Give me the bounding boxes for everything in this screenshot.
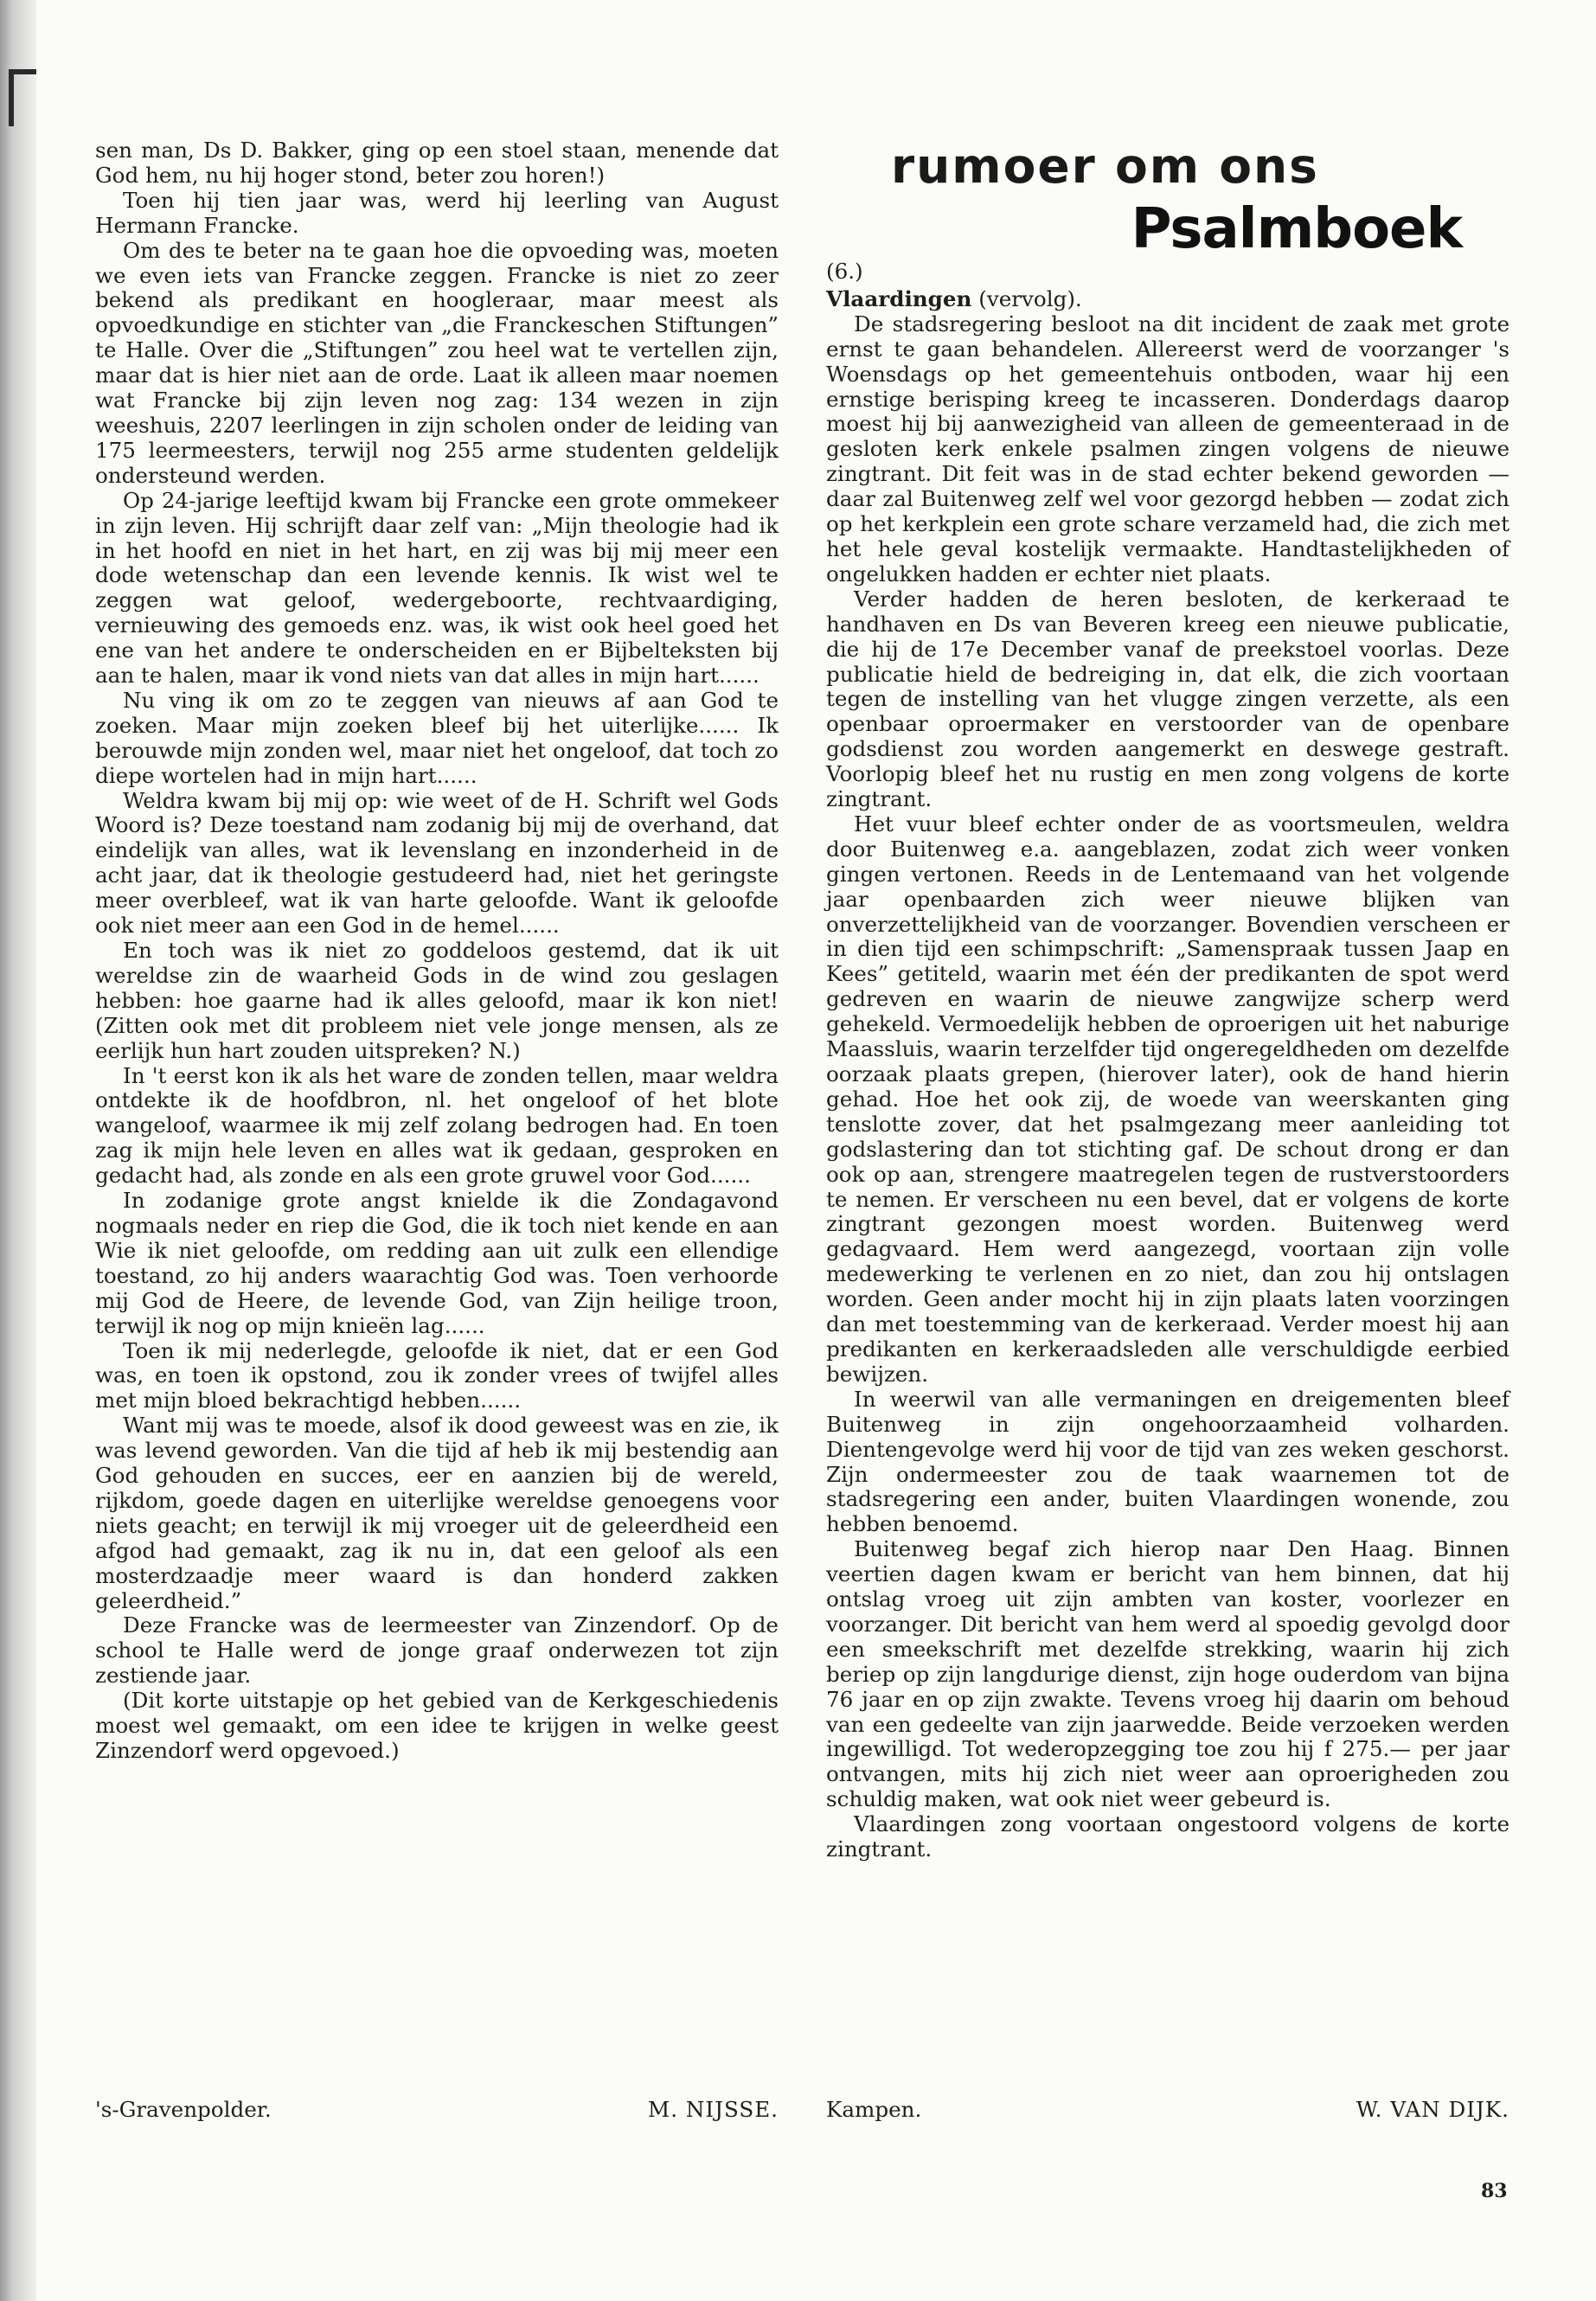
signature-name: M. NIJSSE. (648, 2097, 779, 2122)
intro-rest: (vervolg). (971, 285, 1082, 311)
paragraph: (Dit korte uitstapje op het gebied van de Kerkgeschiedenis moest wel gemaakt, om een idee te krijgen in welke geest Zinzendorf werd opgevoed.) (95, 1688, 779, 1763)
page-number: 83 (1481, 2180, 1508, 2202)
headline-title: Psalmboek (1131, 197, 1462, 261)
paragraph: De stadsregering besloot na dit incident de zaak met grote ernst te gaan behandelen. Allereerst werd de voorzanger 's Woensdags op het gemeentehuis ontboden, waar hij een ernstige berisping kreeg te incasseren. Donderdags daarop moest hij bij aanwezigheid van alleen de gemeenteraad in de gesloten kerk enkele psalmen zingen volgens de nieuwe zingtrant. Dit feit was in de stad echter bekend geworden — daar zal Buitenweg zelf wel voor gezorgd hebben — zodat zich op het kerkplein een grote schare verzameld had, die zich met het hele geval kostelijk vermaakte. Handtastelijkheden of ongelukken hadden er echter niet plaats. (826, 311, 1509, 586)
paragraph: Buitenweg begaf zich hierop naar Den Haag. Binnen veertien dagen kwam er bericht van hem binnen, dat hij ontslag vroeg uit zijn ambten van koster, voorlezer en voorzanger. Dit bericht van hem werd al spoedig gevolgd door een smeekschrift met dezelfde strekking, waarin hij zich beriep op zijn langdurige dienst, zijn hoge ouderdom van bijna 76 jaar en op zijn zwakte. Tevens vroeg hij daarin om behoud van een gedeelte van zijn jaarwedde. Beide verzoeken werden ingewilligd. Tot wederopzegging toe zou hij f 275.— per jaar ontvangen, mits hij zich niet weer aan oproerigheden zou schuldig maken, wat ook niet weer gebeurd is. (826, 1536, 1509, 1812)
paragraph: sen man, Ds D. Bakker, ging op een stoel staan, menende dat God hem, nu hij hoger stond, beter zou horen!) (95, 138, 779, 188)
headline-kicker: rumoer om ons (891, 138, 1319, 194)
paragraph: Het vuur bleef echter onder de as voortsmeulen, weldra door Buitenweg e.a. aangeblazen, zodat zich weer vonken gingen vertonen. Reeds in de Lentemaand van het volgende jaar openbaarden zich weer nieuwe blijken van onverzettelijkheid van de voorzanger. Bovendien verscheen er in dien tijd een schimpschrift: „Samenspraak tussen Jaap en Kees” getiteld, waarin met één der predikanten de spot werd gedreven en waarin de nieuwe zangwijze scherp werd gehekeld. Vermoedelijk hebben de oproerigen uit het naburige Maassluis, waarin terzelfder tijd ongeregeldheden om dezelfde oorzaak plaats grepen, (hierover later), ook de hand hierin gehad. Hoe het ook zij, de woede van weerskanten ging tenslotte zover, dat het psalmgezang meer aanleiding tot godslastering dan tot stichting gaf. De schout drong er dan ook op aan, strengere maatregelen tegen de rustverstoorders te nemen. Er verscheen nu een bevel, dat er volgens de korte zingtrant gezongen moest worden. Buitenweg werd gedagvaard. Hem werd aangezegd, voortaan zijn volle medewerking te verlenen en zo niet, dan zou hij ontslagen worden. Geen ander mocht hij in zijn plaats laten voorzingen dan met toestemming van de kerkeraad. Verder moest hij aan predikanten en kerkeraadsleden alle verschuldigde eerbied bewijzen. (826, 811, 1509, 1387)
paragraph: Toen ik mij nederlegde, geloofde ik niet, dat er een God was, en toen ik opstond, zou ik zonder vrees of twijfel alles met mijn bloed bekrachtigd hebben...... (95, 1337, 779, 1413)
paragraph: Nu ving ik om zo te zeggen van nieuws af aan God te zoeken. Maar mijn zoeken bleef bij het uiterlijke...... Ik berouwde mijn zonden wel, maar niet het ongeloof, dat toch zo diepe wortelen had in mijn hart...... (95, 687, 779, 788)
signature-place: Kampen. (826, 2097, 922, 2122)
binding-mark (9, 69, 36, 126)
article-intro (826, 287, 1509, 312)
right-signature (826, 2097, 1509, 2122)
installment-number: (6.) (826, 259, 863, 284)
paragraph: In weerwil van alle vermaningen en dreigementen bleef Buitenweg in zijn ongehoorzaamheid volharden. Dientengevolge werd hij voor de tijd van zes weken geschorst. Zijn ondermeester zou de taak waarnemen tot de stadsregering een ander, buiten Vlaardingen wonende, zou hebben benoemd. (826, 1386, 1509, 1537)
paragraph: Toen hij tien jaar was, werd hij leerling van August Hermann Francke. (95, 187, 779, 238)
paragraph: En toch was ik niet zo goddeloos gestemd, dat ik uit wereldse zin de waarheid Gods in de wind zou geslagen hebben: hoe gaarne had ik alles geloofd, maar ik kon niet! (Zitten ook met dit probleem niet vele jonge mensen, als ze eerlijk hun hart zouden uitspreken? N.) (95, 938, 779, 1063)
right-column (826, 260, 1509, 1862)
signature-name: W. VAN DIJK. (1356, 2097, 1509, 2122)
left-signature (95, 2097, 779, 2122)
left-column (95, 138, 779, 1764)
paragraph: Weldra kwam bij mij op: wie weet of de H. Schrift wel Gods Woord is? Deze toestand nam zodanig bij mij de overhand, dat eindelijk van alles, wat ik levenslang en inzonderheid in de acht jaar, dat ik theologie gestudeerd had, niet het geringste meer overbleef, wat ik van harte geloofde. Want ik geloofde ook niet meer aan een God in de hemel...... (95, 787, 779, 939)
paragraph: Vlaardingen zong voortaan ongestoord volgens de korte zingtrant. (826, 1811, 1509, 1862)
paragraph: Op 24-jarige leeftijd kwam bij Francke een grote ommekeer in zijn leven. Hij schrijft daar zelf van: „Mijn theologie had ik in het hoofd en niet in het hart, en zij was bij mij meer een dode wetenschap dan een levende kennis. Ik wist wel te zeggen wat geloof, wedergeboorte, rechtvaardiging, vernieuwing des gemoeds enz. was, ik wist ook heel goed het ene van het andere te onderscheiden en er Bijbelteksten bij aan te halen, maar ik vond niets van dat alles in mijn hart...... (95, 487, 779, 689)
paragraph: In zodanige grote angst knielde ik die Zondagavond nogmaals neder en riep die God, die ik toch niet kende en aan Wie ik niet geloofde, om redding aan uit zulk een ellendige toestand, zo hij anders waarachtig God was. Toen verhoorde mij God de Heere, de levende God, van Zijn heilige troon, terwijl ik nog op mijn knieën lag...... (95, 1188, 779, 1338)
paragraph: Want mij was te moede, alsof ik dood geweest was en zie, ik was levend geworden. Van die tijd af heb ik mij bestendig aan God gehouden en succes, eer en aanzien bij de wereld, rijkdom, goede dagen en uiterlijke wereldse genoegens voor niets geacht; en terwijl ik mij vroeger uit de geleerdheid een afgod had gemaakt, zag ik nu in, dat een geloof als een mosterdzaadje meer waard is dan honderd zakken geleerdheid.” (95, 1413, 779, 1613)
paragraph: Deze Francke was de leermeester van Zinzendorf. Op de school te Halle werd de jonge graaf onderwezen tot zijn zestiende jaar. (95, 1612, 779, 1689)
scan-binding-edge (0, 0, 36, 2301)
intro-place: Vlaardingen (826, 285, 972, 311)
paragraph: In 't eerst kon ik als het ware de zonden tellen, maar weldra ontdekte ik de hoofdbron, nl. het ongeloof of het blote wangeloof, waarmee ik mij zelf zolang bedrogen had. En toen zag ik mijn hele leven en alles wat ik gedaan, gesproken en gedacht had, als zonde en als een grote gruwel voor God...... (95, 1062, 779, 1189)
signature-place: 's-Gravenpolder. (95, 2097, 272, 2122)
paragraph: Verder hadden de heren besloten, de kerkeraad te handhaven en Ds van Beveren kreeg een nieuwe publicatie, die hij de 17e December vanaf de preekstoel voorlas. Deze publicatie hield de bedreiging in, dat elk, die zich voortaan tegen de instelling van het vlugge zingen verzette, als een openbaar oproermaker en verstoorder van de openbare godsdienst zou worden aangemerkt en deswege gestraft. Voorlopig bleef het nu rustig en men zong volgens de korte zingtrant. (826, 586, 1509, 812)
paragraph: Om des te beter na te gaan hoe die opvoeding was, moeten we even iets van Francke zeggen. Francke is niet zo zeer bekend als predikant en hoogleraar, maar meest als opvoedkundige en stichter van „die Franckeschen Stiftungen” te Halle. Over die „Stiftungen” zou heel wat te vertellen zijn, maar dat is hier niet aan de orde. Laat ik alleen maar noemen wat Francke bij zijn leven nog zag: 134 wezen in zijn weeshuis, 2207 leerlingen in zijn scholen onder de leiding van 175 leermeesters, terwijl nog 255 arme studenten geldelijk ondersteund werden. (95, 237, 779, 488)
